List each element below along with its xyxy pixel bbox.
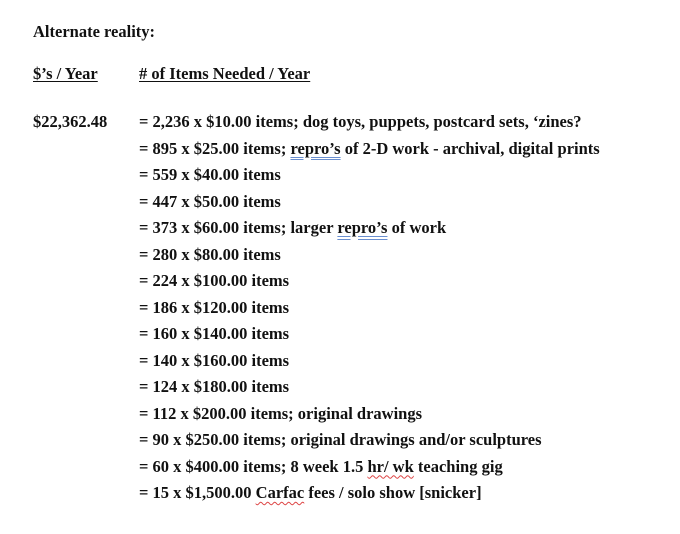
list-item: = 447 x $50.00 items [139, 191, 281, 211]
list-item: = 559 x $40.00 items [139, 165, 281, 184]
list-item: = 140 x $160.00 items [139, 350, 290, 370]
list-item: = 2,236 x $10.00 items; dog toys, puppets, postcard sets, ‘zines? [139, 112, 582, 131]
list-item: = 90 x $250.00 items; original drawings and/or sculptures [139, 430, 542, 449]
document-title: Alternate reality: [33, 22, 156, 41]
spelling-flag[interactable]: Carfac [255, 483, 305, 502]
list-item: = 60 x $400.00 items; 8 week 1.5 hr/ wk teaching gig [139, 456, 503, 476]
items-list [139, 112, 600, 510]
list-item: = 224 x $100.00 items [139, 271, 290, 290]
list-item: = 15 x $1,500.00 Carfac fees / solo show [snicker] [139, 483, 482, 502]
list-item: = 160 x $140.00 items [139, 324, 290, 343]
list-item: = 186 x $120.00 items [139, 297, 290, 317]
list-item: = 112 x $200.00 items; original drawings [139, 403, 423, 423]
list-item: = 895 x $25.00 items; repro’s of 2-D work - archival, digital prints [139, 138, 600, 158]
spelling-flag[interactable]: hr/ wk [367, 456, 414, 476]
list-item: = 373 x $60.00 items; larger repro’s of work [139, 218, 447, 237]
grammar-flag[interactable]: repro’s [290, 138, 341, 158]
list-item: = 124 x $180.00 items [139, 377, 290, 396]
column-header-dollars-per-year: $’s / Year [33, 64, 98, 83]
column-header-items-needed: # of Items Needed / Year [139, 64, 311, 83]
grammar-flag[interactable]: repro’s [337, 218, 388, 237]
list-item: = 280 x $80.00 items [139, 244, 281, 264]
yearly-amount: $22,362.48 [33, 112, 108, 131]
